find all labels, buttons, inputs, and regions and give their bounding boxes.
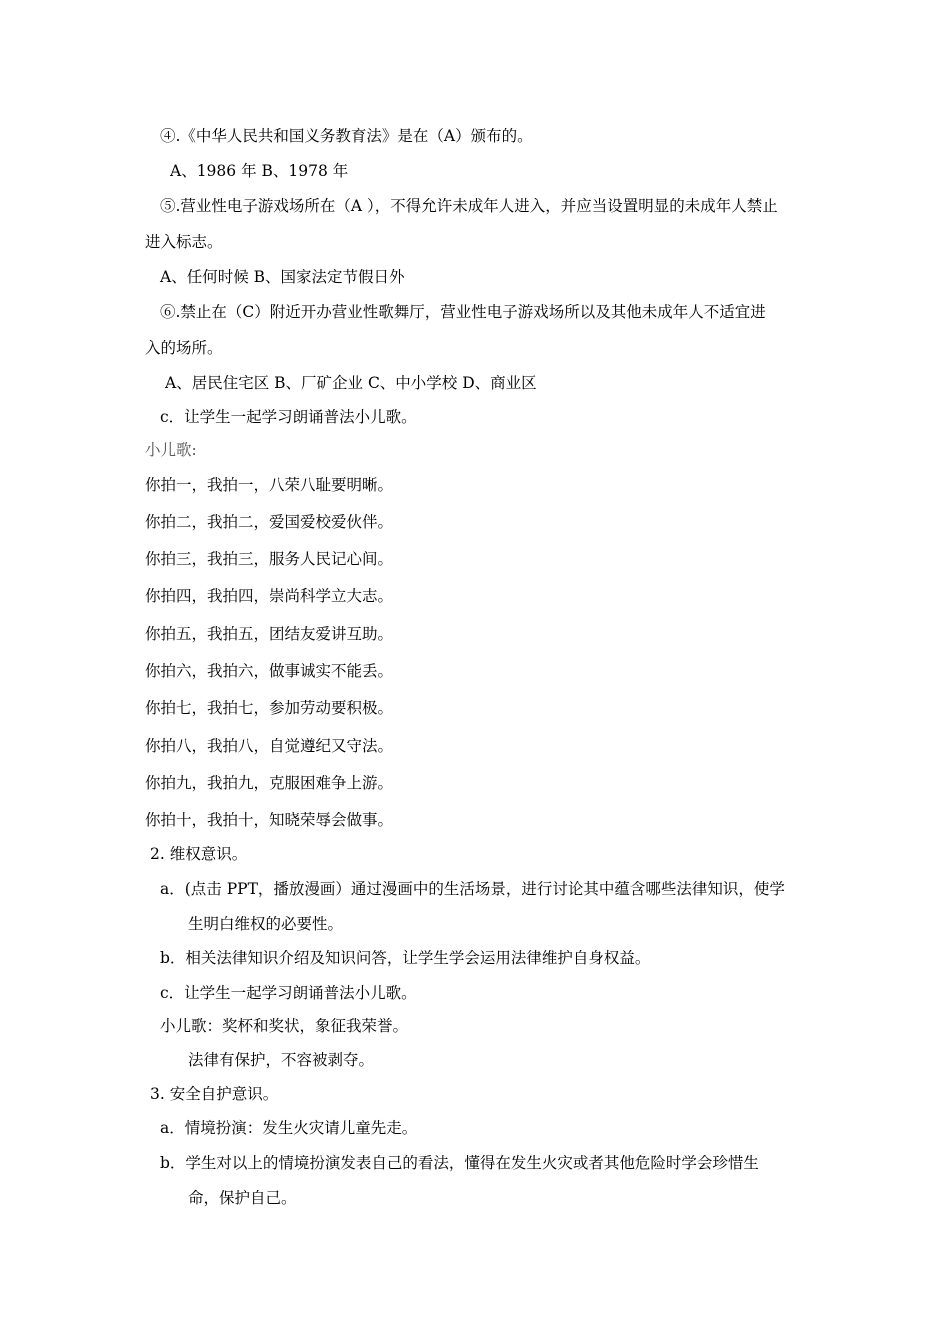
nursery-rhyme-heading: 小儿歌: (145, 441, 197, 459)
section-3-item-b: b．学生对以上的情境扮演发表自己的看法，懂得在发生火灾或者其他危险时学会珍惜生 (160, 1154, 759, 1172)
rhyme-line: 你拍七，我拍七，参加劳动要积极。 (145, 699, 394, 717)
rhyme-line: 你拍五，我拍五，团结友爱讲互助。 (145, 625, 394, 643)
question-4-options: A、1986 年 B、1978 年 (170, 162, 349, 180)
question-6-continued: 入的场所。 (145, 339, 223, 357)
rhyme-line: 你拍九，我拍九，克服困难争上游。 (145, 774, 394, 792)
question-5-continued: 进入标志。 (145, 233, 223, 251)
rhyme-line: 你拍二，我拍二，爱国爱校爱伙伴。 (145, 513, 394, 531)
section-3-item-b-continued: 命，保护自己。 (188, 1189, 297, 1207)
section-2-item-a-continued: 生明白维权的必要性。 (188, 915, 344, 933)
section-2-rhyme-line-1: 小儿歌：奖杯和奖状，象征我荣誉。 (160, 1017, 409, 1035)
question-5: ⑤.营业性电子游戏场所在（A ），不得允许未成年人进入，并应当设置明显的未成年人禁止 (160, 197, 778, 215)
step-c-recite: c．让学生一起学习朗诵普法小儿歌。 (160, 408, 417, 426)
rhyme-line: 你拍四，我拍四，崇尚科学立大志。 (145, 587, 394, 605)
rhyme-line: 你拍十，我拍十，知晓荣辱会做事。 (145, 811, 394, 829)
section-3-heading: 3. 安全自护意识。 (150, 1085, 279, 1103)
section-2-rhyme-line-2: 法律有保护，不容被剥夺。 (188, 1051, 375, 1069)
question-6: ⑥.禁止在（C）附近开办营业性歌舞厅，营业性电子游戏场所以及其他未成年人不适宜进 (160, 303, 766, 321)
question-6-options: A、居民住宅区 B、厂矿企业 C、中小学校 D、商业区 (165, 374, 537, 392)
rhyme-line: 你拍六，我拍六，做事诚实不能丢。 (145, 662, 394, 680)
question-4: ④.《中华人民共和国义务教育法》是在（A）颁布的。 (160, 127, 533, 145)
section-2-item-c: c．让学生一起学习朗诵普法小儿歌。 (160, 984, 417, 1002)
section-2-heading: 2. 维权意识。 (150, 845, 248, 863)
section-3-item-a: a．情境扮演：发生火灾请儿童先走。 (160, 1119, 418, 1137)
rhyme-line: 你拍三，我拍三，服务人民记心间。 (145, 550, 394, 568)
rhyme-line: 你拍八，我拍八，自觉遵纪又守法。 (145, 737, 394, 755)
question-5-options: A、任何时候 B、国家法定节假日外 (160, 268, 405, 286)
rhyme-line: 你拍一，我拍一，八荣八耻要明晰。 (145, 476, 394, 494)
section-2-item-a: a．(点击 PPT，播放漫画）通过漫画中的生活场景，进行讨论其中蕴含哪些法律知识，使学 (160, 880, 785, 898)
section-2-item-b: b．相关法律知识介绍及知识问答，让学生学会运用法律维护自身权益。 (160, 949, 651, 967)
